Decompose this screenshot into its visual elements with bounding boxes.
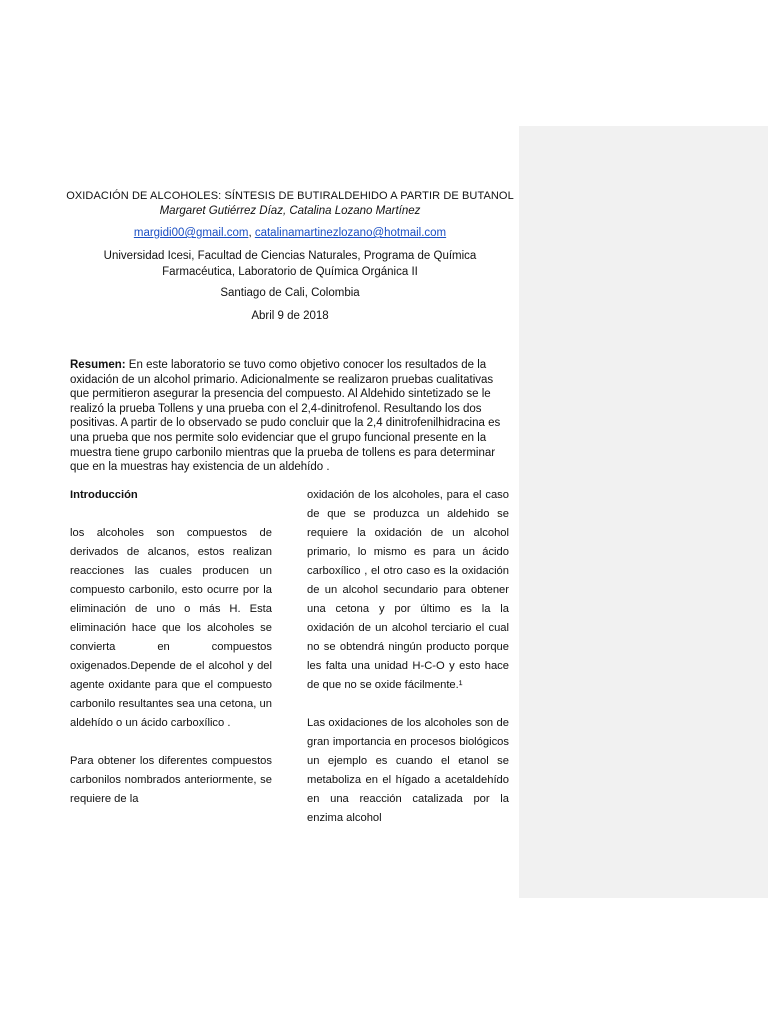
email-separator: , [248,227,252,239]
intro-heading: Introducción [70,489,138,501]
email-link-1[interactable]: margidi00@gmail.com [133,227,249,239]
paper-authors: Margaret Gutiérrez Díaz, Catalina Lozano Martínez [159,205,421,217]
abstract-label: Resumen: [70,359,126,371]
paper-date: Abril 9 de 2018 [251,310,329,322]
affiliation: Universidad Icesi, Facultad de Ciencias Naturales, Programa de Química Farmacéutica, Laboratorio de Química Orgánica II [103,250,477,278]
left-paragraph-1: los alcoholes son compuestos de derivados de alcanos, estos realizan reacciones las cuales producen un compuesto carbonilo, esto ocurre por la eliminación de uno o más H. Esta eliminación hace que los alcoholes se convierta en compuestos oxigenados.Depende de el alcohol y del agente oxidante para que el compuesto carbonilo resultantes sea una cetona, un aldehído o un ácido carboxílico . [70,527,272,729]
paper-title: OXIDACIÓN DE ALCOHOLES: SÍNTESIS DE BUTIRALDEHIDO A PARTIR DE BUTANOL [66,190,514,202]
right-column [307,486,509,828]
abstract [70,358,512,475]
right-paragraph-1: oxidación de los alcoholes, para el caso de que se produzca un aldehido se requiere la oxidación de un alcohol primario, lo mismo es para un ácido carboxílico , el otro caso es la oxidación de un alcohol secundario para obtener una cetona y por último es la la oxidación de un alcohol terciario el cual no se obtendrá ningún producto porque les falta una unidad H-C-O y esto hace de que no se oxide fácilmente.¹ [307,489,509,691]
location: Santiago de Cali, Colombia [220,287,360,299]
email-link-2[interactable]: catalinamartinezlozano@hotmail.com [254,227,447,239]
left-paragraph-2: Para obtener los diferentes compuestos carbonilos nombrados anteriormente, se requiere de la [70,755,272,805]
left-column [70,486,272,809]
right-paragraph-2: Las oxidaciones de los alcoholes son de gran importancia en procesos biológicos un ejemplo es cuando el etanol se metaboliza en el hígado a acetaldehído en una reacción catalizada por la enzima alcohol [307,717,509,824]
comment-pane [519,126,768,898]
author-emails [60,227,520,239]
abstract-text: En este laboratorio se tuvo como objetivo conocer los resultados de la oxidación de un alcohol primario. Adicionalmente se realizaron pruebas cualitativas que permitieron asegurar la presencia del compuesto. Al Aldehido sintetizado se le realizó la prueba Tollens y una prueba con el 2,4-dinitrofenol. Resultando los dos positivas. A partir de lo observado se pudo concluir que la 2,4 dinitrofenilhidracina es una prueba que nos permite solo evidenciar que el grupo funcional presente en la muestra tiene grupo carbonilo mientras que la prueba de tollens es para determinar que en la muestras hay existencia de un aldehído . [70,359,501,474]
